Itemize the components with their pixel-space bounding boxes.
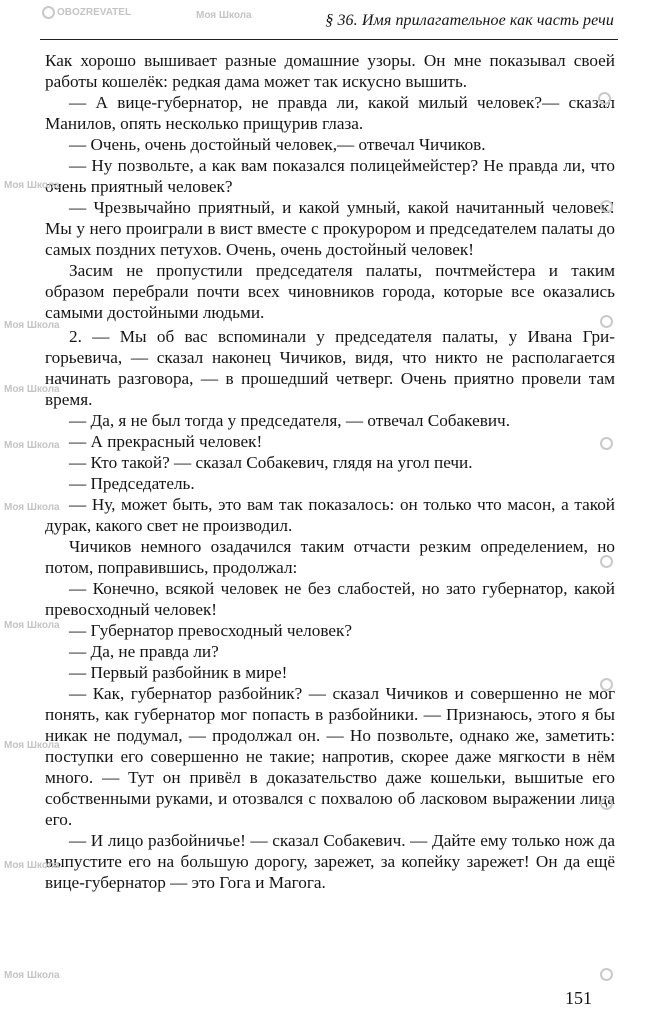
watermark-logo: Моя Школа xyxy=(4,180,60,191)
page-number: 151 xyxy=(565,988,592,1008)
watermark-logo: Моя Школа xyxy=(4,620,60,631)
paragraph: — Первый разбойник в мире! xyxy=(69,663,288,682)
paragraph: — Ну, может быть, это вам так показалось: он только что масон, а такой дурак, какого свет не производил. xyxy=(45,495,615,535)
watermark-logo: Моя Школа xyxy=(4,320,60,331)
watermark-logo: Моя Школа xyxy=(4,440,60,451)
watermark-logo: Моя Школа xyxy=(4,970,60,981)
watermark-logo xyxy=(600,968,615,981)
paragraph: — Да, не правда ли? xyxy=(69,642,219,661)
paragraph: — Конечно, всякой человек не без слабостей, но зато губернатор, какой превосходный человек! xyxy=(45,579,615,619)
paragraph: Как хорошо вышивает разные домашние узоры. Он мне показывал своей работы кошелёк: редкая дама может так искусно вышить. xyxy=(45,51,615,91)
watermark-logo: Моя Школа xyxy=(4,502,60,513)
watermark-logo: Моя Школа xyxy=(4,384,60,395)
paragraph: — Председатель. xyxy=(69,474,195,493)
watermark-icon xyxy=(600,968,613,981)
paragraph: — Губернатор превосходный человек? xyxy=(69,621,352,640)
paragraph: — Как, губернатор разбойник? — сказал Чичиков и совершенно не мог понять, как губернатор мог попасть в разбойники. — Признаюсь, этого я бы никак не подумал, — продолжал он. — Но позвольте, однако же, заметить: поступки его совершенно не такие; напротив, скорее даже мягкости в нём много. — Тут он привёл в доказательство даже кошельки, вышитые его собственными руками, и отозвался с похвалою об ласковом выражении лица его. xyxy=(45,684,615,829)
paragraph: Чичиков немного озадачился таким отчасти резким определением, но потом, поправившись, продолжал: xyxy=(45,537,615,577)
paragraph: — И лицо разбойничье! — сказал Собакевич. — Дайте ему только нож да выпустите его на большую дорогу, зарежет, за копейку зарежет! Он да ещё вице-губернатор — это Гога и Магога. xyxy=(45,831,615,892)
body-text xyxy=(45,50,615,893)
paragraph: — А прекрасный человек! xyxy=(69,432,263,451)
paragraph: — А вице-губернатор, не правда ли, какой милый человек?— сказал Манилов, опять несколько прищурив глаза. xyxy=(45,93,615,133)
watermark-logo: Моя Школа xyxy=(4,860,60,871)
paragraph: — Кто такой? — сказал Собакевич, глядя на угол печи. xyxy=(69,453,473,472)
header-rule xyxy=(40,39,618,40)
watermark-logo: Моя Школа xyxy=(4,740,60,751)
paragraph: 2. — Мы об вас вспоминали у председателя палаты, у Ивана Григорьевича, — сказал наконец Чичиков, видя, что никто не располагается начинать разговора, — в прошедший четверг. Очень приятно провели там время. xyxy=(45,327,615,409)
paragraph: — Да, я не был тогда у председателя, — отвечал Собакевич. xyxy=(69,411,510,430)
watermark-logo: OBOZREVATEL xyxy=(42,6,131,19)
paragraph: — Ну позвольте, а как вам показался полицеймейстер? Не правда ли, что очень приятный человек? xyxy=(45,156,615,196)
watermark-logo: Моя Школа xyxy=(196,10,252,21)
paragraph: Засим не пропустили председателя палаты, почтмейстера и таким образом перебрали почти всех чиновников города, которые все оказались самыми достойными людьми. xyxy=(45,261,615,322)
running-header: § 36. Имя прилагательное как часть речи xyxy=(325,12,614,29)
paragraph: — Очень, очень достойный человек,— отвечал Чичиков. xyxy=(69,135,486,154)
paragraph: — Чрезвычайно приятный, и какой умный, какой начитанный человек! Мы у него проиграли в вист вместе с прокурором и председателем палаты до самых поздних петухов. Очень, очень достойный человек! xyxy=(45,198,615,259)
